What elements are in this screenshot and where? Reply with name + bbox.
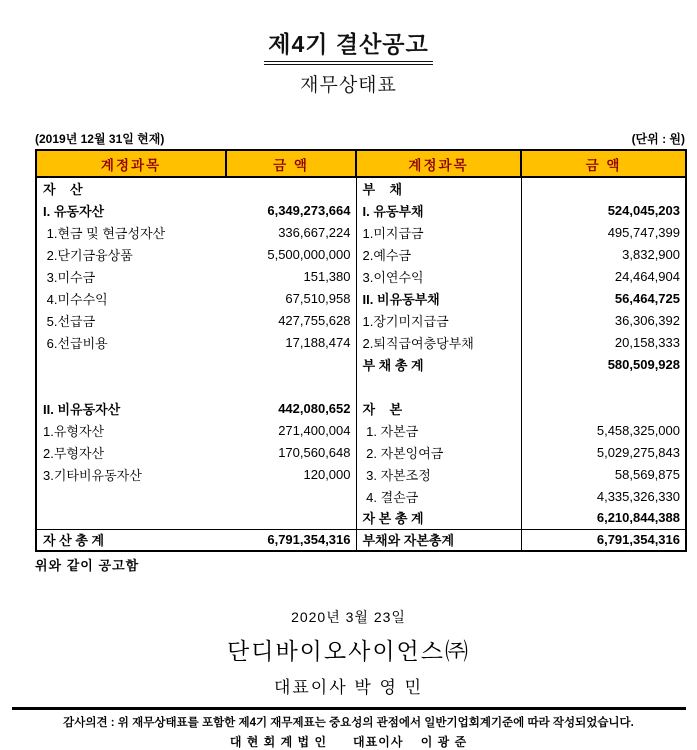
account-amount: 336,667,224 — [278, 224, 351, 240]
balance-sheet-table — [35, 149, 687, 552]
account-amount — [226, 353, 356, 375]
account-amount: 120,000 — [303, 466, 351, 482]
account-amount: 5,500,000,000 — [267, 246, 351, 262]
account-amount — [226, 177, 356, 199]
account-amount: 17,188,474 — [285, 334, 351, 350]
account-label: 자 본 총 계 — [356, 507, 521, 529]
table-row — [36, 463, 686, 485]
account-label: 3.기타비유동자산 — [43, 467, 142, 483]
account-amount: 271,400,004 — [278, 422, 351, 438]
account-label — [36, 485, 226, 507]
account-amount: 4,335,326,330 — [521, 485, 686, 507]
account-amount: 3,832,900 — [521, 243, 686, 265]
table-row — [36, 177, 686, 199]
account-label: 자 산 — [43, 182, 83, 197]
table-row — [36, 485, 686, 507]
account-amount: 56,464,725 — [521, 287, 686, 309]
account-label: 2. 자본잉여금 — [356, 441, 521, 463]
account-label: 1.유형자산 — [43, 423, 105, 439]
unit-note: (단위 : 원) — [631, 132, 685, 146]
account-label: 2.퇴직급여충당부채 — [356, 331, 521, 353]
account-amount: 67,510,958 — [285, 290, 351, 306]
account-label: 6.선급비용 — [43, 335, 108, 351]
header-account-left: 계정과목 — [36, 150, 226, 177]
table-row — [36, 507, 686, 529]
account-label: II. 비유동부채 — [356, 287, 521, 309]
account-label: 4. 결손금 — [356, 485, 521, 507]
audit-opinion: 감사의견 : 위 재무상태표를 포함한 제4기 재무제표는 중요성의 관점에서 일반기업회계기준에 따라 작성되었습니다. — [63, 717, 634, 729]
footer — [0, 714, 697, 750]
account-amount: 6,349,273,664 — [267, 202, 351, 218]
page-subtitle: 재무상태표 — [300, 75, 397, 96]
account-amount: 442,080,652 — [278, 400, 351, 416]
account-label: 1.장기미지급금 — [356, 309, 521, 331]
account-label: 1. 자본금 — [356, 419, 521, 441]
account-amount: 6,791,354,316 — [226, 529, 356, 551]
account-amount — [226, 507, 356, 529]
table-row — [36, 397, 686, 419]
account-label: II. 비유동자산 — [43, 401, 121, 417]
table-row — [36, 529, 686, 551]
account-label — [36, 507, 226, 529]
account-amount — [226, 375, 356, 397]
account-label — [36, 353, 226, 375]
account-label: 2.단기금융상품 — [43, 247, 133, 263]
announcement-block — [0, 607, 697, 698]
account-label: 2.무형자산 — [43, 445, 105, 461]
account-label: I. 유동자산 — [43, 203, 105, 219]
account-amount: 495,747,399 — [521, 221, 686, 243]
account-label: 자 산 총 계 — [36, 529, 226, 551]
account-label: 3.이연수익 — [356, 265, 521, 287]
notice-text: 위와 같이 공고함 — [35, 558, 140, 573]
account-label — [356, 375, 521, 397]
table-row — [36, 221, 686, 243]
account-amount: 36,306,392 — [521, 309, 686, 331]
table-row — [36, 353, 686, 375]
account-amount: 427,755,628 — [278, 312, 351, 328]
table-row — [36, 375, 686, 397]
account-amount: 5,458,325,000 — [521, 419, 686, 441]
company-name: 단디바이오사이언스㈜ — [227, 638, 470, 664]
account-amount — [226, 485, 356, 507]
account-amount: 580,509,928 — [521, 353, 686, 375]
account-amount — [521, 375, 686, 397]
account-amount: 170,560,648 — [278, 444, 351, 460]
account-amount — [521, 397, 686, 419]
account-amount: 151,380 — [303, 268, 351, 284]
audit-firm: 대 현 회 계 법 인 대표이사 이 광 준 — [229, 735, 468, 749]
account-amount: 524,045,203 — [521, 199, 686, 221]
table-row — [36, 331, 686, 353]
account-amount: 5,029,275,843 — [521, 441, 686, 463]
account-label: 1.현금 및 현금성자산 — [43, 225, 166, 241]
account-label: 4.미수수익 — [43, 291, 108, 307]
account-label: 부채와 자본총계 — [356, 529, 521, 551]
account-label: 자 본 — [356, 397, 521, 419]
table-header-row — [36, 150, 686, 177]
page-title: 제4기 결산공고 — [264, 26, 433, 65]
table-body — [36, 177, 686, 551]
table-row — [36, 441, 686, 463]
as-of-date: (2019년 12월 31일 현재) — [35, 132, 165, 146]
table-row — [36, 287, 686, 309]
account-label: 1.미지급금 — [356, 221, 521, 243]
account-label: 3.미수금 — [43, 269, 96, 285]
account-amount: 58,569,875 — [521, 463, 686, 485]
table-row — [36, 199, 686, 221]
account-label — [36, 375, 226, 397]
header-account-right: 계정과목 — [356, 150, 521, 177]
account-amount: 24,464,904 — [521, 265, 686, 287]
table-row — [36, 419, 686, 441]
account-amount: 6,210,844,388 — [521, 507, 686, 529]
table-row — [36, 309, 686, 331]
account-amount — [521, 177, 686, 199]
table-row — [36, 243, 686, 265]
table-row — [36, 265, 686, 287]
announcement-date: 2020년 3월 23일 — [291, 609, 406, 625]
account-label: 부 채 총 계 — [356, 353, 521, 375]
account-amount: 6,791,354,316 — [521, 529, 686, 551]
account-label: 5.선급금 — [43, 313, 96, 329]
header-amount-left: 금 액 — [226, 150, 356, 177]
account-label: 3. 자본조정 — [356, 463, 521, 485]
account-label: I. 유동부채 — [356, 199, 521, 221]
footer-divider — [12, 707, 686, 710]
account-label: 부 채 — [356, 177, 521, 199]
account-label: 2.예수금 — [356, 243, 521, 265]
meta-row — [35, 130, 685, 147]
ceo-name: 대표이사 박 영 민 — [273, 678, 424, 697]
header-amount-right: 금 액 — [521, 150, 686, 177]
account-amount: 20,158,333 — [521, 331, 686, 353]
